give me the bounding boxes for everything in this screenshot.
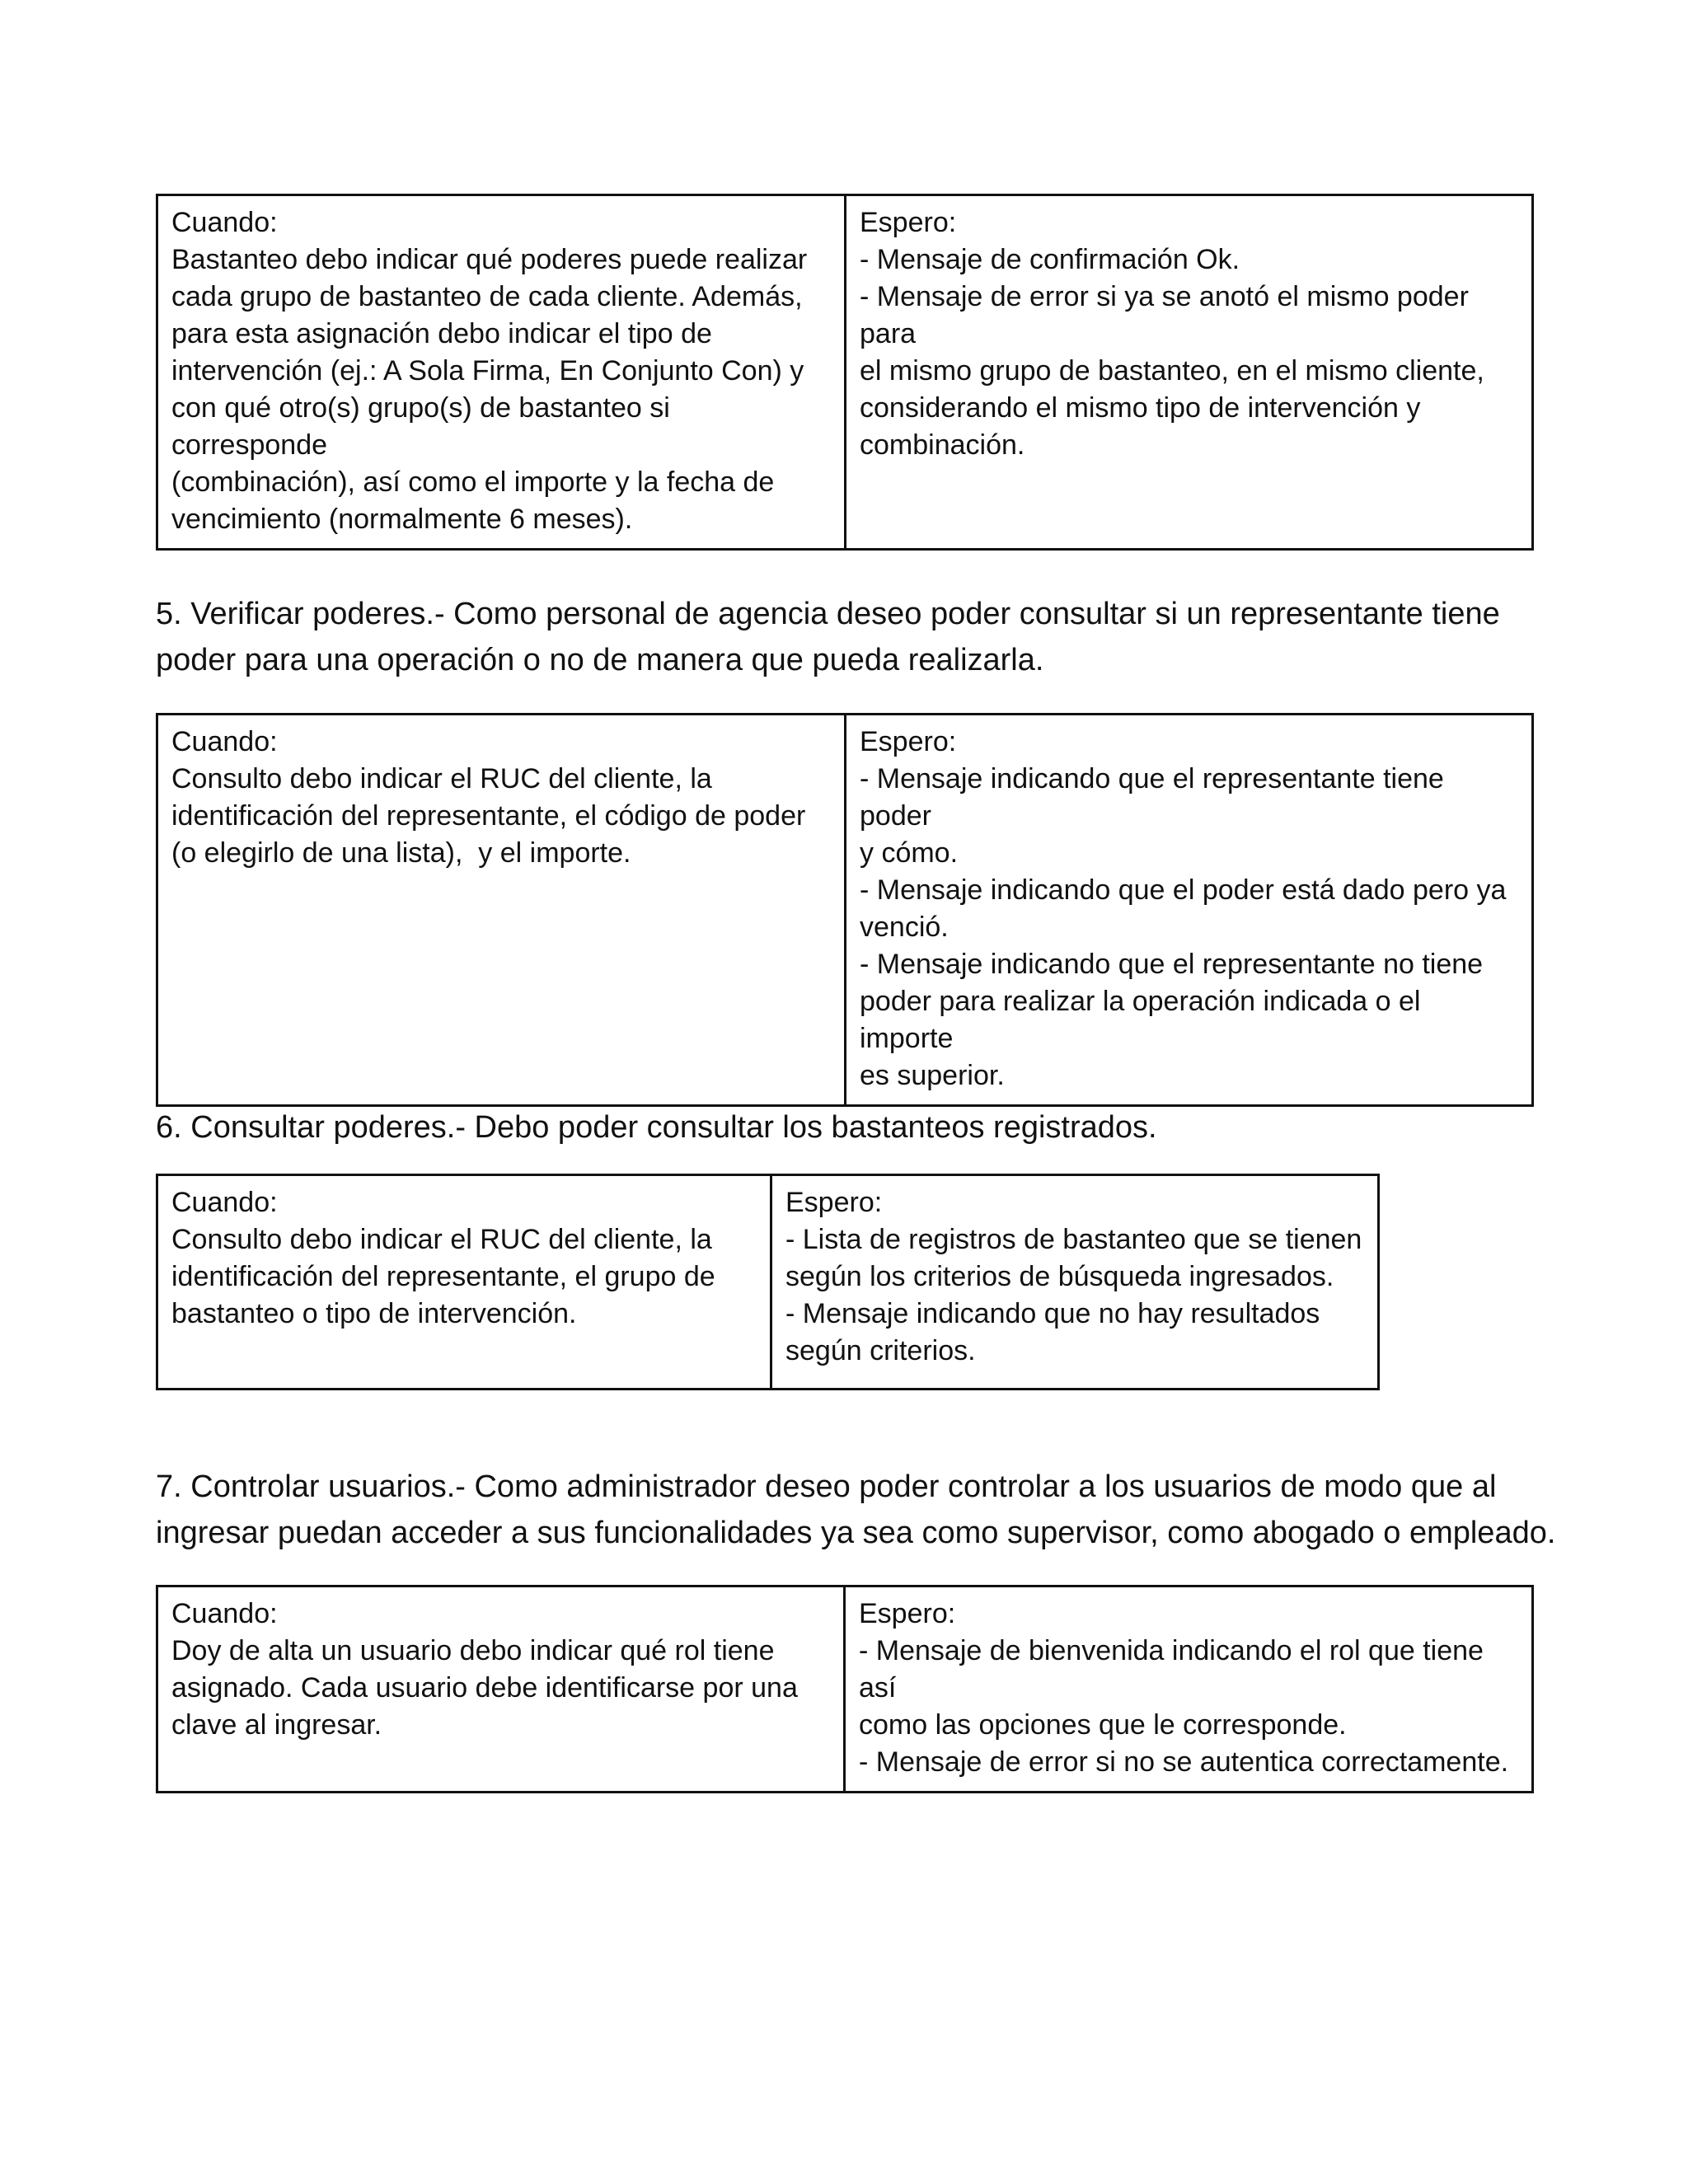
expect-line: según los criterios de búsqueda ingresados.: [785, 1261, 1334, 1292]
when-line: (combinación), así como el importe y la fecha de: [171, 466, 775, 498]
expect-cell: [845, 1586, 1533, 1793]
when-line: asignado. Cada usuario debe identificarse por una: [171, 1672, 798, 1704]
table-story-5: [156, 713, 1534, 1107]
when-heading: Cuando:: [171, 1187, 278, 1218]
expect-line: - Mensaje indicando que el representante tiene poder: [860, 763, 1452, 832]
expect-line: - Mensaje indicando que el poder está dado pero ya: [860, 874, 1507, 906]
expect-cell: [771, 1175, 1379, 1390]
when-line: con qué otro(s) grupo(s) de bastanteo si corresponde: [171, 392, 678, 461]
when-line: identificación del representante, el código de poder: [171, 800, 806, 832]
expect-heading: Espero:: [785, 1187, 883, 1218]
story-line: 7. Controlar usuarios.- Como administrador deseo poder controlar a los usuarios de modo que al: [156, 1469, 1497, 1504]
table-story-6: [156, 1174, 1380, 1390]
when-line: Doy de alta un usuario debo indicar qué rol tiene: [171, 1635, 775, 1666]
when-line: cada grupo de bastanteo de cada cliente. Además,: [171, 281, 803, 312]
when-line: Consulto debo indicar el RUC del cliente, la: [171, 1224, 712, 1255]
when-heading: Cuando:: [171, 1598, 278, 1629]
table-story-7: [156, 1585, 1534, 1793]
when-heading: Cuando:: [171, 207, 278, 238]
expect-line: como las opciones que le corresponde.: [859, 1709, 1347, 1741]
expect-line: es superior.: [860, 1060, 1005, 1091]
expect-line: venció.: [860, 912, 949, 943]
expect-cell: [846, 715, 1533, 1106]
when-line: para esta asignación debo indicar el tipo de: [171, 318, 712, 349]
story-6-paragraph: [156, 1104, 1557, 1151]
story-line: 5. Verificar poderes.- Como personal de agencia deseo poder consultar si un representante tiene: [156, 597, 1500, 631]
when-cell: [157, 715, 846, 1106]
story-line: ingresar puedan acceder a sus funcionalidades ya sea como supervisor, como abogado o empleado.: [156, 1516, 1556, 1550]
expect-line: poder para realizar la operación indicada o el importe: [860, 986, 1428, 1054]
expect-line: - Mensaje de error si ya se anotó el mismo poder para: [860, 281, 1477, 349]
when-cell: [157, 195, 846, 550]
when-line: identificación del representante, el grupo de: [171, 1261, 715, 1292]
table-story-4: [156, 194, 1534, 551]
table-row: [157, 1175, 1379, 1390]
when-line: intervención (ej.: A Sola Firma, En Conjunto Con) y: [171, 355, 804, 387]
when-line: bastanteo o tipo de intervención.: [171, 1298, 577, 1329]
expect-line: - Mensaje de error si no se autentica correctamente.: [859, 1746, 1509, 1778]
when-cell: [157, 1586, 845, 1793]
when-cell: [157, 1175, 771, 1390]
story-5-paragraph: [156, 591, 1557, 683]
when-heading: Cuando:: [171, 726, 278, 757]
when-line: Consulto debo indicar el RUC del cliente, la: [171, 763, 712, 794]
story-line: 6. Consultar poderes.- Debo poder consultar los bastanteos registrados.: [156, 1110, 1157, 1145]
expect-line: considerando el mismo tipo de intervención y: [860, 392, 1421, 424]
when-line: Bastanteo debo indicar qué poderes puede realizar: [171, 244, 808, 275]
expect-line: el mismo grupo de bastanteo, en el mismo cliente,: [860, 355, 1484, 387]
expect-line: combinación.: [860, 429, 1025, 461]
when-line: vencimiento (normalmente 6 meses).: [171, 504, 633, 535]
expect-line: - Mensaje de bienvenida indicando el rol que tiene así: [859, 1635, 1492, 1704]
expect-heading: Espero:: [860, 726, 957, 757]
expect-line: - Lista de registros de bastanteo que se tienen: [785, 1224, 1362, 1255]
expect-line: - Mensaje indicando que no hay resultados: [785, 1298, 1320, 1329]
expect-line: según criterios.: [785, 1335, 976, 1366]
table-row: [157, 195, 1533, 550]
story-line: poder para una operación o no de manera que pueda realizarla.: [156, 643, 1044, 677]
table-row: [157, 1586, 1533, 1793]
expect-line: y cómo.: [860, 837, 959, 869]
expect-line: - Mensaje de confirmación Ok.: [860, 244, 1240, 275]
expect-cell: [846, 195, 1533, 550]
when-line: clave al ingresar.: [171, 1709, 382, 1741]
expect-heading: Espero:: [860, 207, 957, 238]
table-row: [157, 715, 1533, 1106]
when-line: (o elegirlo de una lista), y el importe.: [171, 837, 631, 869]
expect-heading: Espero:: [859, 1598, 956, 1629]
expect-line: - Mensaje indicando que el representante no tiene: [860, 949, 1484, 980]
story-7-paragraph: [156, 1464, 1557, 1556]
